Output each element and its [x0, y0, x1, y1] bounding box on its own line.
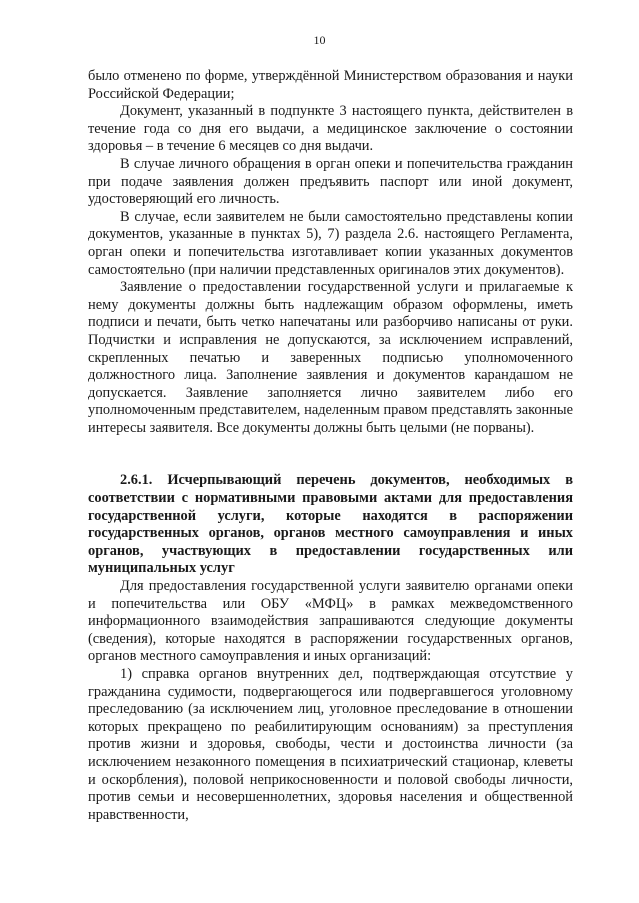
section-spacer — [88, 437, 573, 472]
paragraph-interagency-request: Для предоставления государственной услуги заявителю органами опеки и попечительства или ОБУ «МФЦ» в рамках межведомственного информационного взаимодействия запрашиваются следующие документы (сведения), которые находятся в распоряжении государственных органов, органов местного самоуправления и иных организаций: — [88, 578, 573, 665]
page-number: 10 — [313, 33, 326, 47]
paragraph-document-copies: В случае, если заявителем не были самостоятельно представлены копии документов, указанные в пунктах 5), 7) раздела 2.6. настоящего Регламента, орган опеки и попечительства изготавливает копии указанных документов самостоятельно (при наличии представленных оригиналов этих документов). — [88, 208, 573, 278]
paragraph-document-validity: Документ, указанный в подпункте 3 настоящего пункта, действителен в течение года со дня его выдачи, а медицинское заключение о состоянии здоровья – в течение 6 месяцев со дня выдачи. — [88, 103, 573, 155]
list-item-1-police-certificate: 1) справка органов внутренних дел, подтверждающая отсутствие у гражданина судимости, подвергающегося или подвергавшегося уголовному преследованию (за исключением лиц, уголовное преследование в отношении которых прекращено по реабилитирующим основаниям) за преступления против жизни и здоровья, свободы, чести и достоинства личности (за исключением незаконного помещения в психиатрический стационар, клеветы и оскорбления), половой неприкосновенности и половой свободы личности, против семьи и несовершеннолетних, здоровья населения и общественной нравственности, — [88, 666, 573, 823]
paragraph-personal-appeal: В случае личного обращения в орган опеки и попечительства гражданин при подаче заявления должен предъявить паспорт или иной документ, удостоверяющий его личность. — [88, 155, 573, 208]
paragraph-application-requirements: Заявление о предоставлении государственной услуги и прилагаемые к нему документы должны быть надлежащим образом оформлены, иметь подписи и печати, быть четко напечатаны или разборчиво написаны от руки. Подчистки и исправления не допускаются, за исключением исправлений, скрепленных печатью и заверенных подписью уполномоченного должностного лица. Заполнение заявления и документов карандашом не допускается. Заявление заполняется лично заявителем либо его уполномоченным представителем, наделенным правом представлять законные интересы заявителя. Все документы должны быть целыми (не порваны). — [88, 279, 573, 436]
document-body — [88, 68, 573, 824]
section-heading-2-6-1: 2.6.1. Исчерпывающий перечень документов, необходимых в соответствии с нормативными правовыми актами для предоставления государственной услуги, которые находятся в распоряжении государственных органов, органов местного самоуправления и иных органов, участвующих в предоставлении государственных или муниципальных услуг — [88, 472, 573, 577]
paragraph-continuation: было отменено по форме, утверждённой Министерством образования и науки Российской Федерации; — [88, 68, 573, 102]
